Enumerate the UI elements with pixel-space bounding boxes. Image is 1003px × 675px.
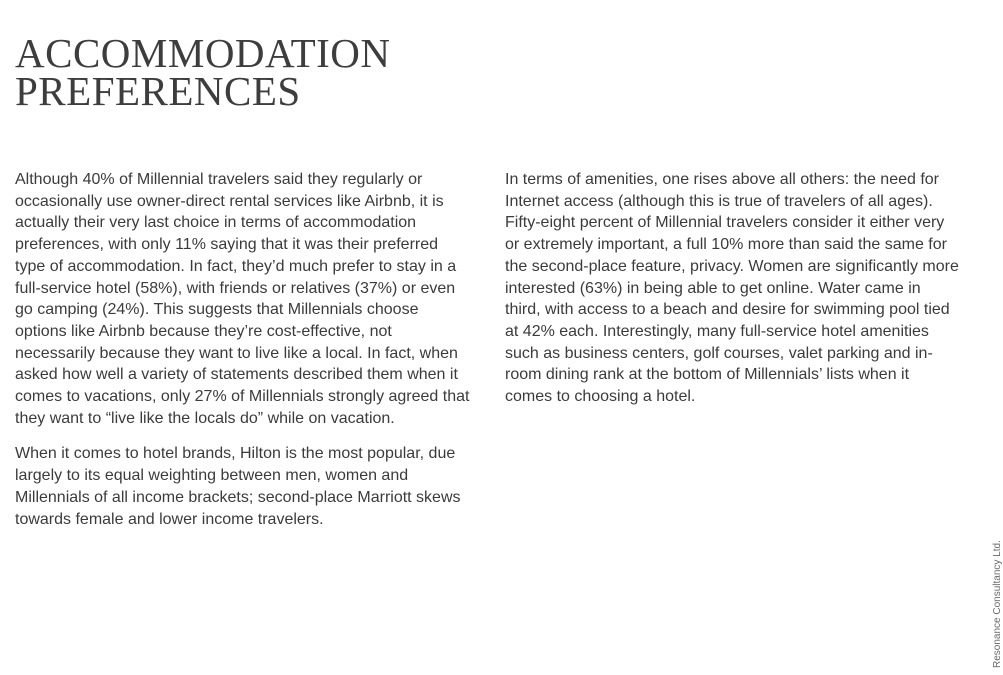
paragraph-accommodation-choices: Although 40% of Millennial travelers said they regularly or occasionally use owner-direct rental services like Airbnb, it is actually their very last choice in terms of accommodation preferences, with only 11% saying that it was their preferred type of accommodation. In fact, they’d much prefer to stay in a full-service hotel (58%), with friends or relatives (37%) or even go camping (24%). This suggests that Millennials choose options like Airbnb because they’re cost-effective, not necessarily because they want to live like a local. In fact, when asked how well a variety of statements described them when it comes to vacations, only 27% of Millennials strongly agreed that they want to “live like the locals do” while on vacation. (15, 171, 470, 427)
page-title (15, 30, 391, 114)
page-title-line-2: PREFERENCES (15, 68, 301, 114)
paragraph-hotel-brands: When it comes to hotel brands, Hilton is the most popular, due largely to its equal weighting between men, women and Millennials of all income brackets; second-place Marriott skews towards female and lower income travelers. (15, 445, 461, 528)
paragraph-amenities: In terms of amenities, one rises above all others: the need for Internet access (although this is true of travelers of all ages). Fifty-eight percent of Millennial travelers consider it either very or extremely important, a full 10% more than said the same for the second-place feature, privacy. Women are significantly more interested (63%) in being able to get online. Water came in third, with access to a beach and desire for swimming pool tied at 42% each. Interestingly, many full-service hotel amenities such as business centers, golf courses, valet parking and in-room dining rank at the bottom of Millennials’ lists when it comes to choosing a hotel. (505, 171, 959, 406)
left-text-column (15, 169, 470, 544)
page-title-line-1: ACCOMMODATION (15, 30, 391, 76)
right-text-column (505, 169, 960, 422)
copyright-credit: Resonance Consultancy Ltd. (992, 540, 1003, 668)
